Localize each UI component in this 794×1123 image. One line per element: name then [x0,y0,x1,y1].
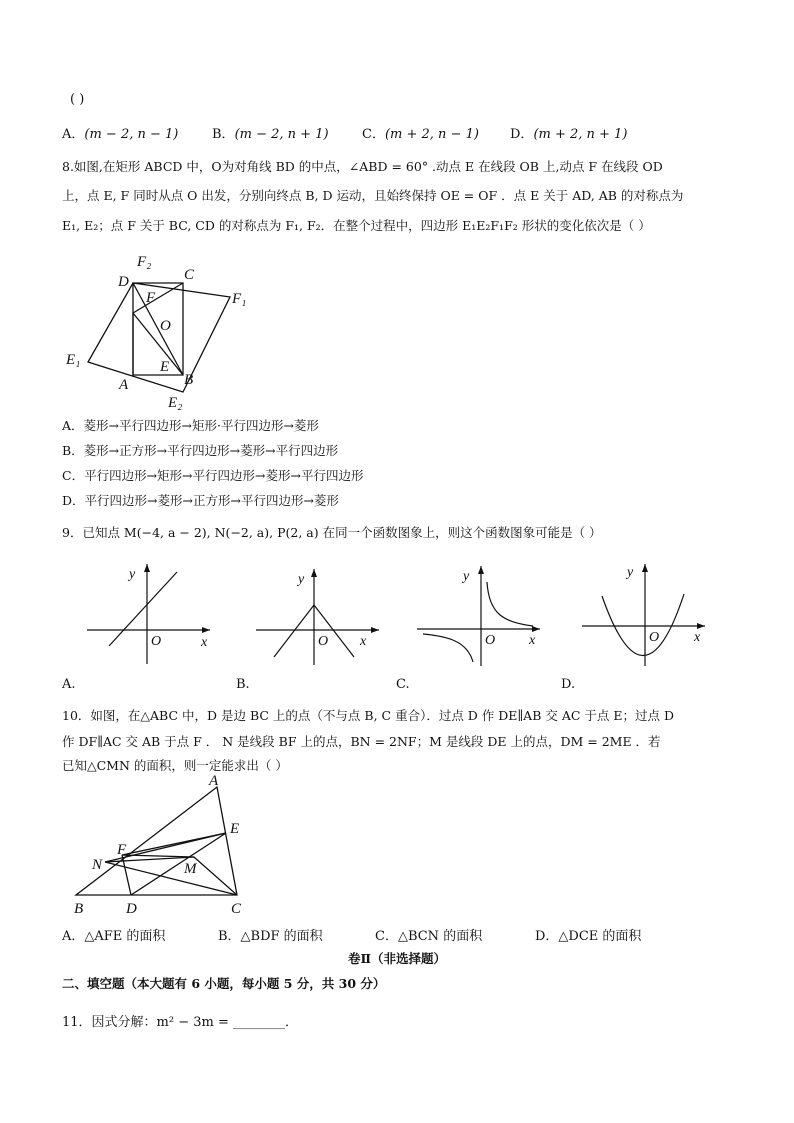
origin-label: O [151,634,162,649]
y-arrow [144,564,150,572]
hyperbola-branch-right [487,582,533,626]
q8-option-c: C．平行四边形→矩形→平行四边形→菱形→平行四边形 [62,468,364,483]
q10-label-m: M [184,861,197,877]
q8-label-b: B [184,372,194,388]
q10-option-d: D．△DCE 的面积 [535,929,642,944]
x-axis-label: x [360,634,367,649]
q10-option-a: A．△AFE 的面积 [62,929,166,944]
y-axis-label: y [627,565,634,580]
q8-option-a: A．菱形→平行四边形→矩形·平行四边形→菱形 [62,418,319,433]
function-line [109,572,177,646]
q10-label-c: C [231,901,242,917]
section-heading-fill-in: 二、填空题（本大题有 6 小题，每小题 5 分，共 30 分） [62,976,386,991]
q9-option-c: C. [396,677,410,692]
x-arrow [371,627,379,633]
q10-label-a: A [209,775,219,789]
q8-label-e1: E₁ [66,352,81,368]
x-arrow [532,626,540,632]
q8-label-f1: F₁ [232,291,247,307]
q10-label-n: N [92,857,103,873]
q10-figure [70,775,270,920]
q8-stem-line2: 上，点 E, F 同时从点 O 出发，分别向终点 B, D 运动，且始终保持 OE = OF ．点 E 关于 AD, AB 的对称点为 [62,188,684,203]
y-arrow [311,569,317,577]
q8-label-d: D [118,274,129,290]
q9-option-a: A. [62,677,76,692]
q8-option-d: D．平行四边形→菱形→正方形→平行四边形→菱形 [62,493,339,508]
segment-f-b [133,313,183,375]
q11-stem: 11．因式分解：m² − 3m = ________． [62,1015,298,1030]
origin-label: O [649,630,660,645]
q10-label-f: F [117,842,127,858]
q9-graph-c [415,562,545,670]
q8-stem-line3: E₁, E₂；点 F 关于 BC, CD 的对称点为 F₁, F₂．在整个过程中，四边形 E₁E₂F₁F₂ 形状的变化依次是（ ） [62,218,651,233]
volume-ii-title: 卷Ⅱ（非选择题） [347,951,447,966]
q10-stem-line1: 10．如图，在△ABC 中，D 是边 BC 上的点（不与点 B, C 重合）．过点 D 作 DE∥AB 交 AC 于点 E；过点 D [62,708,675,723]
q8-label-c: C [184,267,195,283]
q7-option-c: C．(m + 2, n − 1) [362,127,479,142]
hyperbola-branch-left [423,634,473,662]
q8-label-e: E [160,359,170,375]
q10-label-b: B [74,901,84,917]
q8-label-f2: F₂ [137,254,152,270]
q8-option-b: B．菱形→正方形→平行四边形→菱形→平行四边形 [62,443,339,458]
q7-option-b: B．(m − 2, n + 1) [212,127,329,142]
x-axis-label: x [694,630,701,645]
q10-option-c: C．△BCN 的面积 [375,929,483,944]
q9-graph-d [580,560,710,670]
x-arrow [202,627,210,633]
q9-graph-a [85,560,215,668]
q10-option-b: B．△BDF 的面积 [218,929,323,944]
y-arrow [642,564,648,572]
diagonal-bd [133,283,183,375]
x-arrow [697,623,705,629]
q9-stem: 9．已知点 M(−4, a − 2), N(−2, a), P(2, a) 在同一个函数图象上，则这个函数图象可能是（ ） [62,525,602,540]
triangle-cmn [105,857,237,895]
x-axis-label: x [201,635,208,650]
y-arrow [478,566,484,574]
q10-stem-line2: 作 DF∥AC 交 AB 于点 F ． N 是线段 BF 上的点，BN = 2NF；M 是线段 DE 上的点，DM = 2ME ．若 [62,734,661,749]
q8-label-o: O [160,318,171,334]
origin-label: O [318,634,329,649]
origin-label: O [485,633,496,648]
q9-option-d: D. [561,677,576,692]
q7-option-d: D．(m + 2, n + 1) [510,127,628,142]
y-axis-label: y [463,569,470,584]
y-axis-label: y [298,572,305,587]
q10-stem-line3: 已知△CMN 的面积，则一定能求出（ ） [62,758,288,773]
q8-stem-line1: 8.如图,在矩形 ABCD 中，O为对角线 BD 的中点，∠ABD = 60° .动点 E 在线段 OB 上,动点 F 在线段 OD [62,159,663,174]
q10-label-e: E [230,821,240,837]
q8-figure [60,250,260,412]
q8-label-a: A [119,377,129,393]
parabola [602,594,684,656]
y-axis-label: y [129,567,136,582]
q8-label-f: F [146,290,156,306]
q9-graph-b [254,565,384,669]
q10-label-d: D [126,901,137,917]
q7-option-a: A．(m − 2, n − 1) [62,127,179,142]
x-axis-label: x [529,633,536,648]
q9-option-b: B. [236,677,250,692]
q7-answer-paren: ( ) [70,92,85,107]
q8-label-e2: E₂ [168,395,183,411]
